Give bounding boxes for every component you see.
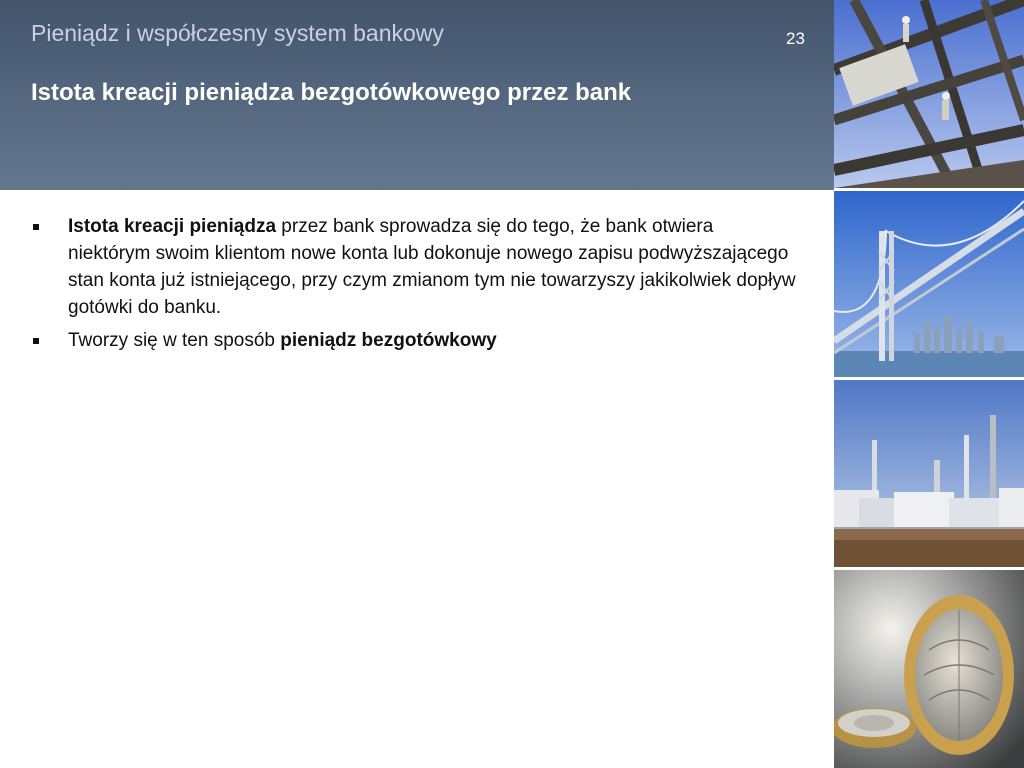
slide-content (30, 213, 800, 360)
bullet-bold-text: Istota kreacji pieniądza (68, 216, 277, 237)
bullet-item (30, 327, 800, 354)
slide-title: Istota kreacji pieniądza bezgotówkowego przez bank (31, 79, 632, 106)
presentation-subtitle: Pieniądz i współczesny system bankowy (31, 20, 444, 46)
square-bullet-icon (33, 338, 39, 344)
photo-column (834, 0, 1024, 768)
header-band (0, 0, 834, 190)
bullet-item (30, 213, 800, 321)
square-bullet-icon (33, 224, 39, 230)
refinery-photo (834, 380, 1024, 567)
page-number: 23 (786, 29, 805, 48)
coins-photo (834, 570, 1024, 768)
suspension-bridge-photo (834, 191, 1024, 377)
bullet-bold-text: pieniądz bezgotówkowy (280, 330, 497, 351)
construction-workers-photo (834, 0, 1024, 188)
bullet-text: Tworzy się w ten sposób (68, 330, 281, 351)
bullet-text: przez bank sprowadza się do tego, że bank otwiera niektórym swoim klientom nowe konta lub dokonuje nowego zapisu podwyższającego stan konta już istniejącego, przy czym zmianom tym nie towarzyszy jakikolwiek dopływ gotówki do banku. (68, 216, 796, 318)
